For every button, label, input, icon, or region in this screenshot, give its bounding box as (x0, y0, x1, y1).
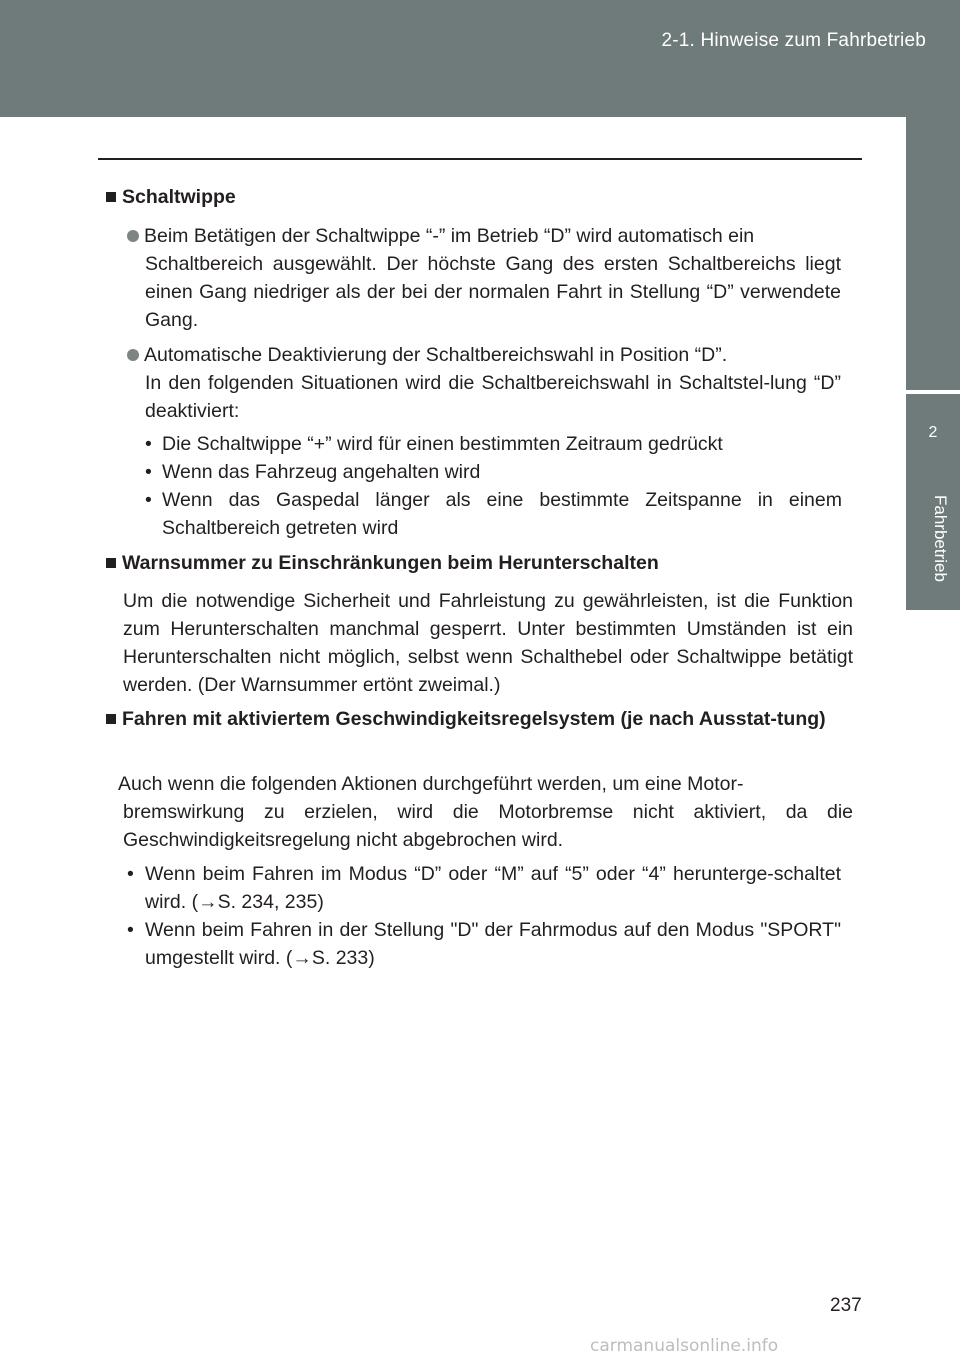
s3-body-first-line: Auch wenn die folgenden Aktionen durchgeführt werden, um eine Motor- (118, 773, 744, 795)
list-dot-icon: • (145, 461, 152, 483)
s3-list-item-1: Wenn beim Fahren im Modus “D” oder “M” auf “5” oder “4” herunterge-schaltet wird. (→S. 234, 235) (145, 863, 841, 913)
side-tab-number: 2 (928, 424, 938, 441)
top-rule (98, 158, 862, 160)
list-dot-icon: • (127, 919, 134, 941)
side-tab-upper (906, 117, 960, 390)
s1-bullet2-rest: In den folgenden Situationen wird die Schaltbereichswahl in Schaltstel-lung “D” deaktiviert: (145, 372, 841, 422)
list-dot-icon: • (127, 863, 134, 885)
watermark: carmanualsonline.info (590, 1336, 779, 1356)
section-heading-geschwindigkeitsregelsystem: Fahren mit aktiviertem Geschwindigkeitsregelsystem (je nach Ausstat-tung) (122, 708, 826, 730)
s1-bullet1-first-line: Beim Betätigen der Schaltwippe “-” im Betrieb “D” wird automatisch ein (127, 222, 857, 250)
s1-list-item-3: Wenn das Gaspedal länger als eine bestimmte Zeitspanne in einem Schaltbereich getreten wird (162, 489, 842, 539)
list-dot-icon: • (145, 489, 152, 511)
s2-body: Um die notwendige Sicherheit und Fahrleistung zu gewährleisten, ist die Funktion zum Herunterschalten manchmal gesperrt. Unter bestimmten Umständen ist ein Herunterschalten nicht möglich, selbst wenn Schalthebel oder Schaltwippe betätigt werden. (Der Warnsummer ertönt zweimal.) (123, 590, 853, 696)
chapter-title: 2-1. Hinweise zum Fahrbetrieb (661, 30, 926, 51)
square-bullet-icon (106, 558, 116, 568)
section-heading-warnsummer: Warnsummer zu Einschränkungen beim Herunterschalten (106, 549, 866, 577)
circle-bullet-icon (127, 230, 139, 242)
s1-list-item-2: Wenn das Fahrzeug angehalten wird (162, 461, 481, 483)
list-dot-icon: • (145, 433, 152, 455)
chapter-header-bar (0, 0, 960, 117)
s3-list-item-2: Wenn beim Fahren in der Stellung "D" der Fahrmodus auf den Modus "SPORT" umgestellt wird. (→S. 233) (145, 919, 841, 969)
s1-bullet1-rest: Schaltbereich ausgewählt. Der höchste Gang des ersten Schaltbereichs liegt einen Gang niedriger als der bei der normalen Fahrt in Stellung “D” verwendete Gang. (145, 253, 841, 331)
square-bullet-icon (106, 192, 116, 202)
page-number: 237 (830, 1295, 862, 1316)
circle-bullet-icon (127, 349, 139, 361)
s1-list-item-1: Die Schaltwippe “+” wird für einen bestimmten Zeitraum gedrückt (162, 433, 723, 455)
side-tab-label: Fahrbetrieb (931, 495, 950, 582)
section-heading-schaltwippe: Schaltwippe (106, 183, 866, 211)
s1-bullet2-first-line: Automatische Deaktivierung der Schaltbereichswahl in Position “D”. (127, 341, 857, 369)
square-bullet-icon (106, 714, 116, 724)
s3-body-rest: bremswirkung zu erzielen, wird die Motorbremse nicht aktiviert, da die Geschwindigkeitsregelung nicht abgebrochen wird. (123, 801, 853, 851)
